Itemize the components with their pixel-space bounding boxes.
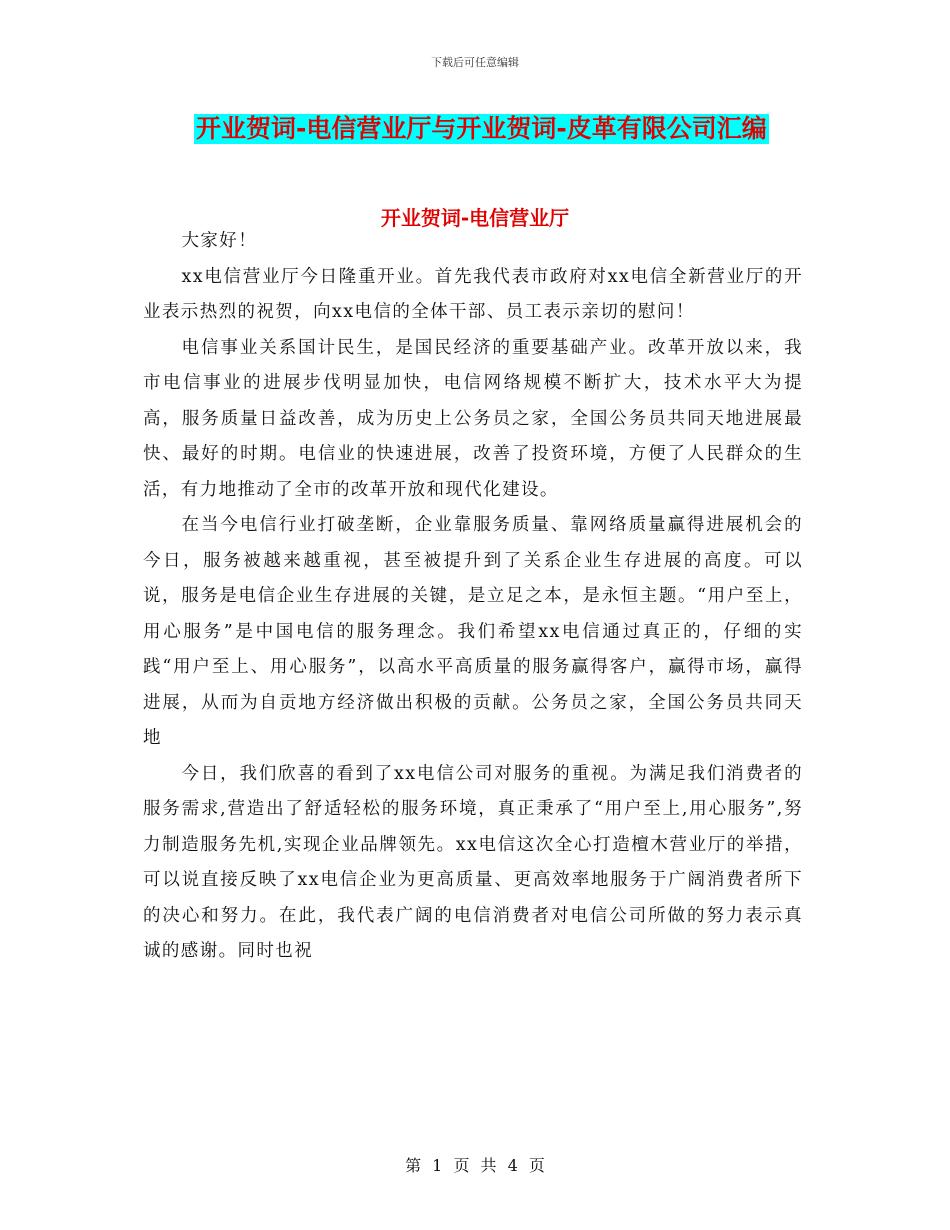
main-title: 开业贺词-电信营业厅与开业贺词-皮革有限公司汇编 (196, 114, 767, 143)
paragraph: xx电信营业厅今日隆重开业。首先我代表市政府对xx电信全新营业厅的开业表示热烈的祝贺，向xx电信的全体干部、员工表示亲切的慰问！ (143, 266, 803, 322)
sub-title: 开业贺词-电信营业厅 (380, 206, 570, 230)
page-footer: 第 1 页 共 4 页 (405, 1156, 545, 1175)
article-body (143, 224, 803, 970)
header-note: 下载后可任意编辑 (431, 56, 519, 69)
paragraph: 今日，我们欣喜的看到了xx电信公司对服务的重视。为满足我们消费者的服务需求,营造出了舒适轻松的服务环境，真正秉承了“用户至上,用心服务”,努力制造服务先机,实现企业品牌领先。xx电信这次全心打造檀木营业厅的举措，可以说直接反映了xx电信企业为更高质量、更高效率地服务于广阔消费者所下的决心和努力。在此，我代表广阔的电信消费者对电信公司所做的努力表示真诚的感谢。同时也祝 (143, 763, 803, 961)
paragraph-greeting: 大家好！ (181, 231, 258, 251)
paragraph: 电信事业关系国计民生，是国民经济的重要基础产业。改革开放以来，我市电信事业的进展步伐明显加快，电信网络规模不断扩大，技术水平大为提高，服务质量日益改善，成为历史上公务员之家，全国公务员共同天地进展最快、最好的时期。电信业的快速进展，改善了投资环境，方便了人民群众的生活，有力地推动了全市的改革开放和现代化建设。 (143, 337, 803, 500)
paragraph: 在当今电信行业打破垄断，企业靠服务质量、靠网络质量赢得进展机会的今日，服务被越来越重视，甚至被提升到了关系企业生存进展的高度。可以说，服务是电信企业生存进展的关键，是立足之本，是永恒主题。“用户至上，用心服务”是中国电信的服务理念。我们希望xx电信通过真正的，仔细的实践“用户至上、用心服务”，以高水平高质量的服务赢得客户，赢得市场，赢得进展，从而为自贡地方经济做出积极的贡献。公务员之家，全国公务员共同天地 (143, 515, 803, 748)
